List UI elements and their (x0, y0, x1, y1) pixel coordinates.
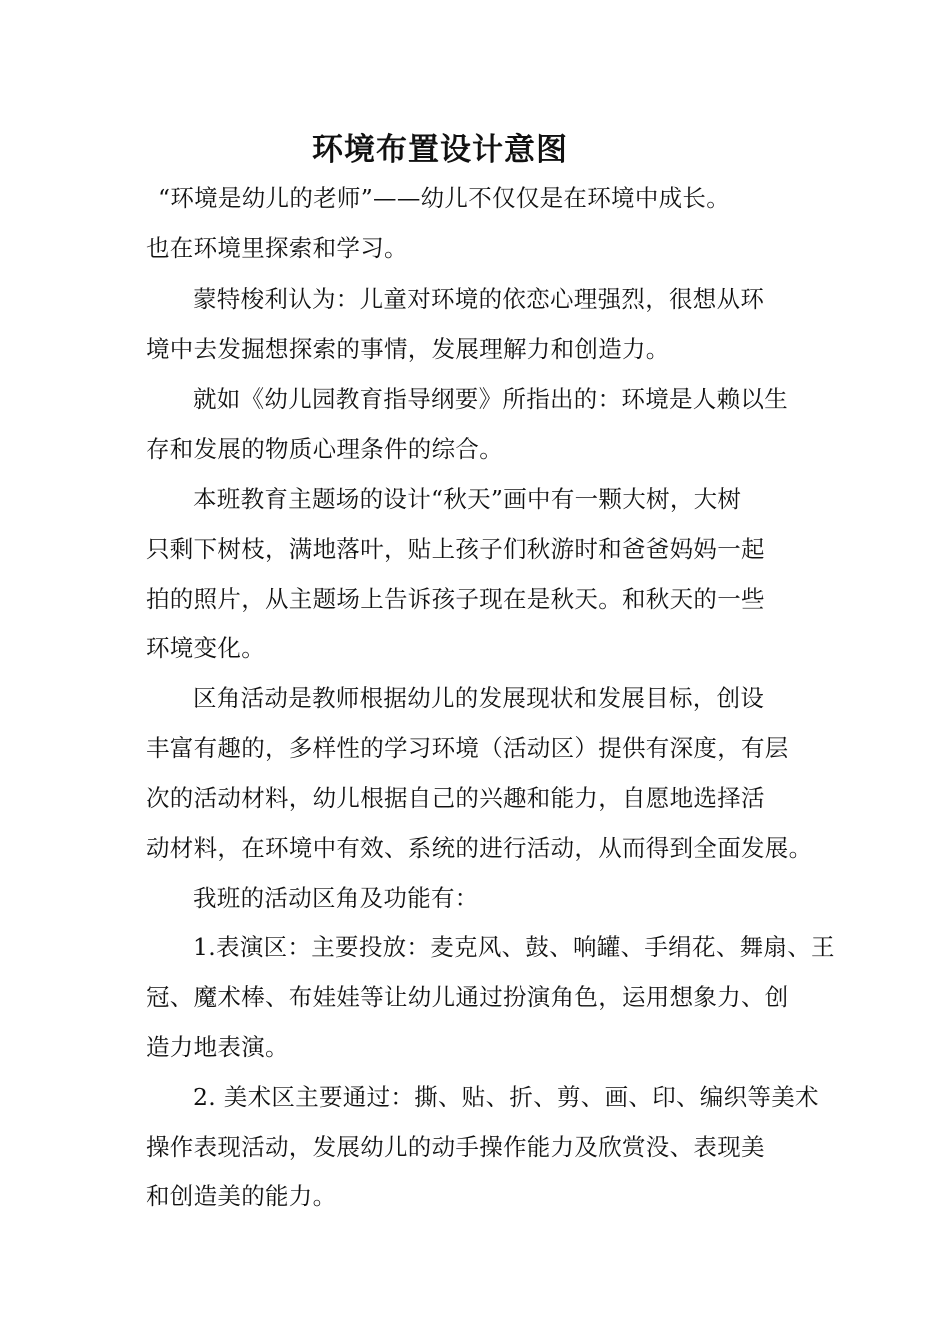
paragraph-line: 环境变化。 (146, 634, 265, 662)
paragraph-line: 本班教育主题场的设计“秋天”画中有一颗大树，大树 (193, 485, 742, 513)
paragraph-line: 造力地表演。 (146, 1033, 289, 1061)
paragraph-line: 存和发展的物质心理条件的综合。 (146, 435, 503, 463)
paragraph-line: 冠、魔术棒、布娃娃等让幼儿通过扮演角色，运用想象力、创 (146, 983, 789, 1011)
paragraph-line: 只剩下树枝，满地落叶，贴上孩子们秋游时和爸爸妈妈一起 (146, 535, 765, 563)
paragraph-line: 2. 美术区主要通过：撕、贴、折、剪、画、印、编织等美术 (193, 1083, 819, 1111)
paragraph-line: “环境是幼儿的老师”——幼儿不仅仅是在环境中成长。 (158, 184, 731, 212)
document-title: 环境布置设计意图 (312, 132, 568, 168)
paragraph-line: 就如《幼儿园教育指导纲要》所指出的：环境是人赖以生 (193, 385, 788, 413)
paragraph-line: 蒙特梭利认为：儿童对环境的依恋心理强烈，很想从环 (193, 285, 765, 313)
paragraph-line: 也在环境里探索和学习。 (146, 234, 408, 262)
paragraph-line: 拍的照片，从主题场上告诉孩子现在是秋天。和秋天的一些 (146, 585, 765, 613)
paragraph-line: 动材料，在环境中有效、系统的进行活动，从而得到全面发展。 (146, 834, 813, 862)
paragraph-line: 境中去发掘想探索的事情，发展理解力和创造力。 (146, 335, 670, 363)
paragraph-line: 我班的活动区角及功能有： (193, 884, 479, 912)
paragraph-line: 和创造美的能力。 (146, 1182, 337, 1210)
paragraph-line: 次的活动材料，幼儿根据自己的兴趣和能力，自愿地选择活 (146, 784, 765, 812)
paragraph-line: 丰富有趣的，多样性的学习环境（活动区）提供有深度，有层 (146, 734, 789, 762)
paragraph-line: 操作表现活动，发展幼儿的动手操作能力及欣赏没、表现美 (146, 1133, 765, 1161)
paragraph-line: 1.表演区：主要投放：麦克风、鼓、响罐、手绢花、舞扇、王 (193, 933, 835, 961)
paragraph-line: 区角活动是教师根据幼儿的发展现状和发展目标，创设 (193, 684, 765, 712)
